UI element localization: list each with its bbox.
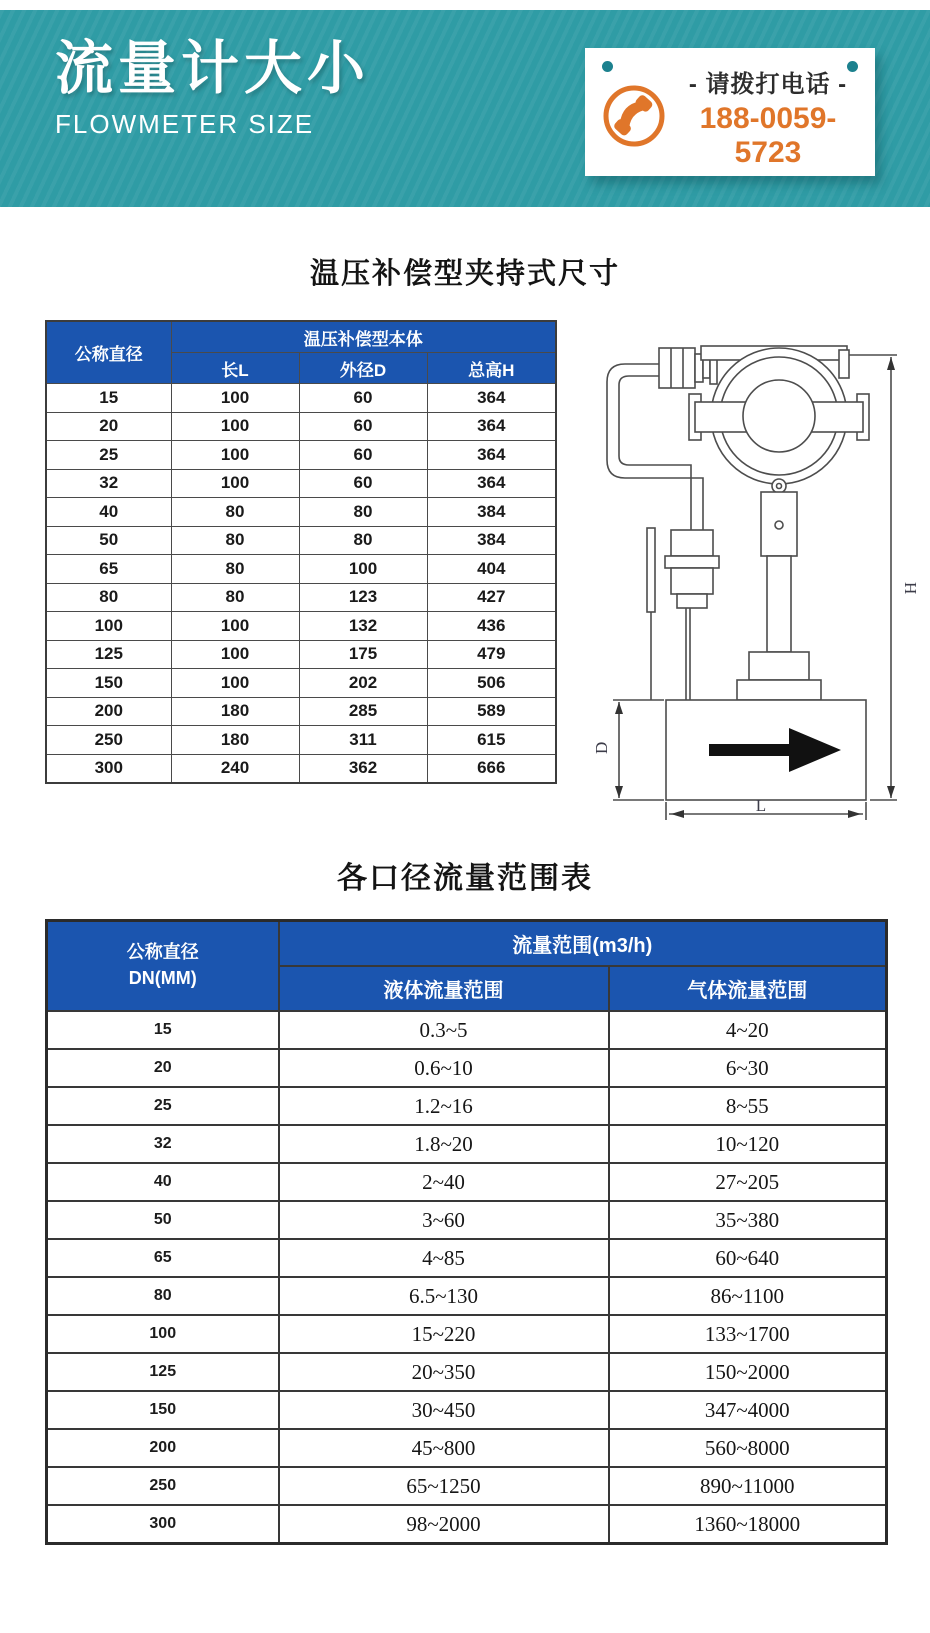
dimension-table [45, 320, 557, 784]
table-cell: 100 [171, 640, 299, 669]
table-cell: 364 [427, 384, 556, 413]
table-cell: 60~640 [609, 1239, 887, 1277]
table-cell: 311 [299, 726, 427, 755]
table-cell: 35~380 [609, 1201, 887, 1239]
diagram-label-height: H [901, 582, 921, 595]
pin-dot-left [602, 61, 613, 72]
table-cell: 250 [46, 726, 171, 755]
flowmeter-diagram-drawing [591, 320, 930, 825]
pin-dot-right [847, 61, 858, 72]
table-cell: 10~120 [609, 1125, 887, 1163]
table-cell: 100 [171, 669, 299, 698]
table-cell: 180 [171, 726, 299, 755]
table-cell: 15 [47, 1011, 279, 1049]
diagram-label-diameter: D [592, 741, 612, 754]
col-header-total-height: 总高H [427, 353, 556, 384]
flow-range-table-body [47, 1011, 887, 1544]
table-cell: 0.3~5 [279, 1011, 609, 1049]
table-cell: 6~30 [609, 1049, 887, 1087]
section1-content [0, 320, 930, 825]
table-row [46, 384, 556, 413]
table-cell: 50 [47, 1201, 279, 1239]
table-cell: 65~1250 [279, 1467, 609, 1505]
table-cell: 15 [46, 384, 171, 413]
table-cell: 132 [299, 612, 427, 641]
table-cell: 20 [46, 412, 171, 441]
table-cell: 80 [171, 555, 299, 584]
section1-title: 温压补偿型夹持式尺寸 [309, 258, 620, 290]
table-row [47, 1277, 887, 1315]
table-row [46, 412, 556, 441]
table-cell: 20~350 [279, 1353, 609, 1391]
table-cell: 65 [46, 555, 171, 584]
col-header-outer-diameter: 外径D [299, 353, 427, 384]
table-cell: 123 [299, 583, 427, 612]
table-row [47, 1353, 887, 1391]
table-cell: 240 [171, 754, 299, 783]
page-subtitle: FLOWMETER SIZE [55, 108, 315, 139]
table-cell: 150 [46, 669, 171, 698]
phone-icon [599, 81, 669, 151]
table-cell: 3~60 [279, 1201, 609, 1239]
table-cell: 364 [427, 441, 556, 470]
table-row [47, 1467, 887, 1505]
table-cell: 60 [299, 412, 427, 441]
diagram-label-length: L [755, 796, 767, 815]
table-row [47, 1505, 887, 1544]
table-cell: 15~220 [279, 1315, 609, 1353]
table-cell: 285 [299, 697, 427, 726]
table-cell: 100 [46, 612, 171, 641]
table-cell: 125 [47, 1353, 279, 1391]
table-cell: 100 [47, 1315, 279, 1353]
group-header-compensated-body: 温压补偿型本体 [171, 321, 556, 353]
table-cell: 100 [171, 412, 299, 441]
table-cell: 666 [427, 754, 556, 783]
table-cell: 60 [299, 384, 427, 413]
table-cell: 32 [46, 469, 171, 498]
table-cell: 100 [171, 612, 299, 641]
table-cell: 98~2000 [279, 1505, 609, 1544]
table-cell: 250 [47, 1467, 279, 1505]
table-cell: 25 [46, 441, 171, 470]
table-row [46, 697, 556, 726]
table-cell: 364 [427, 412, 556, 441]
table-cell: 80 [171, 498, 299, 527]
table-row [46, 555, 556, 584]
table-cell: 32 [47, 1125, 279, 1163]
table-row [47, 1201, 887, 1239]
table-cell: 300 [46, 754, 171, 783]
table-cell: 890~11000 [609, 1467, 887, 1505]
group-header-flow-range: 流量范围(m3/h) [279, 921, 887, 967]
table-row [46, 583, 556, 612]
table-cell: 60 [299, 469, 427, 498]
bottom-spacer [0, 1545, 930, 1625]
table-cell: 175 [299, 640, 427, 669]
table-row [47, 1429, 887, 1467]
table-cell: 427 [427, 583, 556, 612]
table-cell: 80 [171, 526, 299, 555]
table-row [46, 669, 556, 698]
col-header-dn [47, 921, 279, 1012]
table-cell: 60 [299, 441, 427, 470]
table-cell: 2~40 [279, 1163, 609, 1201]
table-cell: 506 [427, 669, 556, 698]
col-header-length: 长L [171, 353, 299, 384]
table-cell: 200 [46, 697, 171, 726]
col-header-dn-line2: DN(MM) [128, 968, 197, 988]
table-row [47, 1315, 887, 1353]
table-cell: 125 [46, 640, 171, 669]
table-cell: 364 [427, 469, 556, 498]
table-cell: 150 [47, 1391, 279, 1429]
col-header-gas-range: 气体流量范围 [609, 966, 887, 1011]
table-row [46, 441, 556, 470]
table-cell: 100 [299, 555, 427, 584]
section2-title: 各口径流量范围表 [337, 862, 593, 895]
table-cell: 362 [299, 754, 427, 783]
table-cell: 80 [299, 526, 427, 555]
table-cell: 200 [47, 1429, 279, 1467]
table-row [46, 726, 556, 755]
col-header-nominal-diameter: 公称直径 [46, 321, 171, 384]
table-cell: 40 [47, 1163, 279, 1201]
table-cell: 100 [171, 469, 299, 498]
table-cell: 589 [427, 697, 556, 726]
table-cell: 4~85 [279, 1239, 609, 1277]
flow-range-table [45, 919, 888, 1545]
page-title: 流量计大小 [55, 36, 371, 101]
table-row [47, 1125, 887, 1163]
table-row [47, 1163, 887, 1201]
table-cell: 20 [47, 1049, 279, 1087]
table-cell: 27~205 [609, 1163, 887, 1201]
table-cell: 80 [47, 1277, 279, 1315]
table-cell: 25 [47, 1087, 279, 1125]
table-row [46, 526, 556, 555]
table-row [47, 1087, 887, 1125]
table-cell: 384 [427, 526, 556, 555]
table-cell: 1.2~16 [279, 1087, 609, 1125]
table-cell: 180 [171, 697, 299, 726]
table-row [47, 1239, 887, 1277]
table-row [47, 1049, 887, 1087]
table-row [46, 612, 556, 641]
table-cell: 436 [427, 612, 556, 641]
table-cell: 384 [427, 498, 556, 527]
table-cell: 80 [171, 583, 299, 612]
table-cell: 347~4000 [609, 1391, 887, 1429]
table-cell: 202 [299, 669, 427, 698]
phone-card [585, 48, 875, 176]
col-header-liquid-range: 液体流量范围 [279, 966, 609, 1011]
table-cell: 40 [46, 498, 171, 527]
table-cell: 8~55 [609, 1087, 887, 1125]
table-cell: 479 [427, 640, 556, 669]
table-row [46, 469, 556, 498]
table-cell: 615 [427, 726, 556, 755]
table-row [47, 1391, 887, 1429]
table-cell: 1360~18000 [609, 1505, 887, 1544]
table-cell: 100 [171, 441, 299, 470]
table-cell: 45~800 [279, 1429, 609, 1467]
header-banner [0, 10, 930, 207]
table-cell: 100 [171, 384, 299, 413]
table-cell: 80 [46, 583, 171, 612]
table-cell: 404 [427, 555, 556, 584]
table-cell: 300 [47, 1505, 279, 1544]
table-cell: 86~1100 [609, 1277, 887, 1315]
table-row [47, 1011, 887, 1049]
phone-texts [669, 64, 867, 170]
table-cell: 133~1700 [609, 1315, 887, 1353]
table-row [46, 754, 556, 783]
table-cell: 4~20 [609, 1011, 887, 1049]
dimension-table-body [46, 384, 556, 784]
table-cell: 0.6~10 [279, 1049, 609, 1087]
table-cell: 50 [46, 526, 171, 555]
phone-call-label: - 请拨打电话 - [688, 71, 848, 98]
table-cell: 30~450 [279, 1391, 609, 1429]
table-cell: 1.8~20 [279, 1125, 609, 1163]
phone-number: 188-0059-5723 [699, 102, 837, 169]
col-header-dn-line1: 公称直径 [126, 942, 199, 963]
table-cell: 65 [47, 1239, 279, 1277]
table-row [46, 640, 556, 669]
table-row [46, 498, 556, 527]
table-cell: 6.5~130 [279, 1277, 609, 1315]
table-cell: 80 [299, 498, 427, 527]
table-cell: 560~8000 [609, 1429, 887, 1467]
table-cell: 150~2000 [609, 1353, 887, 1391]
flowmeter-diagram [591, 320, 930, 825]
